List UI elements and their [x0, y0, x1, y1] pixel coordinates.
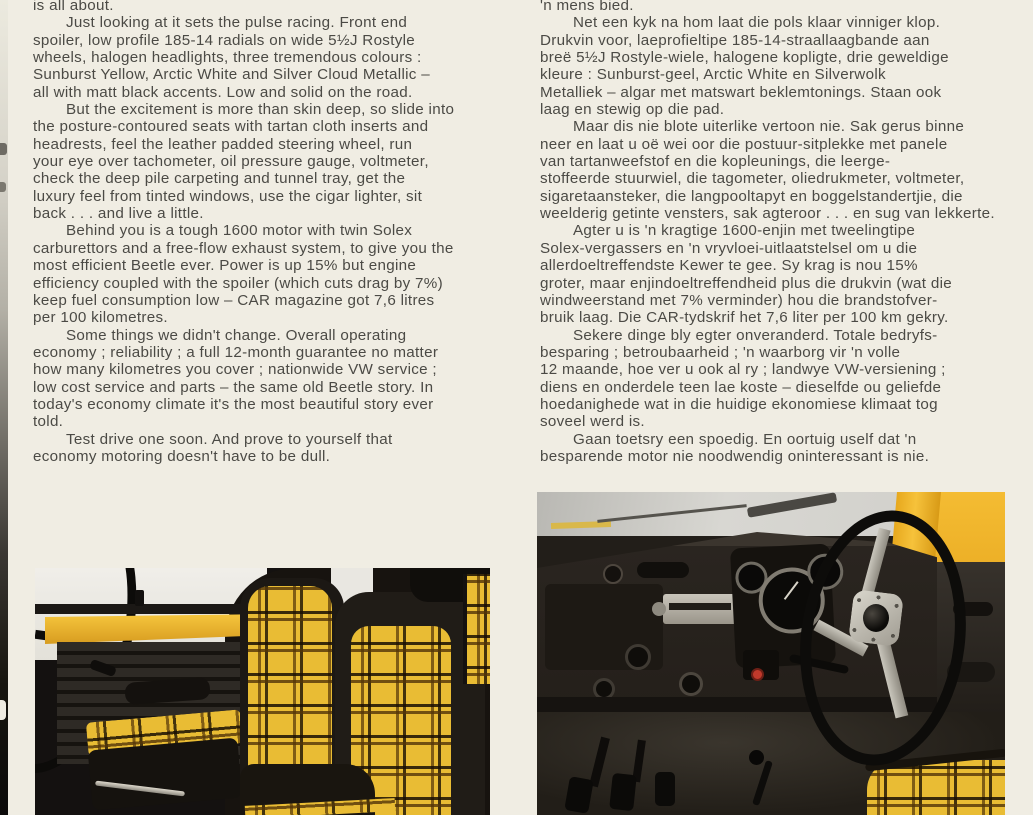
seat-cushion-base [88, 738, 243, 811]
text-line: neer en laat u oë wei oor die postuur-sitplekke met panele [540, 135, 948, 153]
text-line: diens en onderdele teen lae koste – dieselfde ou geliefde [540, 378, 942, 396]
text-line: Drukvin voor, laeprofieltipe 185-14-straallaagbande aan [540, 31, 930, 49]
text-line: Some things we didn't change. Overall operating [66, 326, 407, 344]
text-line: laag en stewig op die pad. [540, 101, 725, 119]
text-line: Gaan toetsry een spoedig. En oortuig uself dat 'n [573, 430, 917, 448]
text-line: the posture-contoured seats with tartan cloth inserts and [33, 118, 429, 136]
text-line: wheels, halogen headlights, three tremendous colours : [33, 49, 422, 67]
text-line: soveel werd is. [540, 413, 645, 431]
speedometer-needle [784, 581, 799, 600]
text-line: breë 5½J Rostyle-wiele, halogene kopligte, drie geweldige [540, 49, 949, 67]
door-lock-knob [135, 590, 144, 606]
page-edge-shadow [0, 0, 8, 815]
column-english [33, 0, 454, 465]
dashboard-photo [537, 492, 1005, 815]
rear-seat-tartan [463, 574, 490, 684]
text-line: low cost service and parts – the same old Beetle story. In [33, 378, 434, 396]
text-line: bruik laag. Die CAR-tydskrif het 7,6 liter per 100 km gekry. [540, 309, 949, 327]
text-line: allerdoeltreffendste Kewer te gee. Sy krag is nou 15% [540, 257, 918, 275]
text-line: told. [33, 413, 64, 431]
text-line: kleure : Sunburst-geel, Arctic White en Silverwolk [540, 66, 886, 84]
tartan-seats-photo [35, 568, 490, 815]
text-line: sigaretaansteker, die langpooltapyt en boggelstandertjie, die [540, 187, 963, 205]
text-line: headrests, feel the leather padded steering wheel, run [33, 135, 413, 153]
text-line: Maar dis nie blote uiterlike vertoon nie. Sak gerus binne [573, 118, 965, 136]
text-line: economy motoring doesn't have to be dull. [33, 447, 331, 465]
steering-wheel-horn-cap [863, 604, 889, 632]
text-line: today's economy climate it's the most beautiful story ever [33, 395, 434, 413]
text-line: keep fuel consumption low – CAR magazine got 7,6 litres [33, 291, 435, 309]
text-line: economy ; reliability ; a full 12-month guarantee no matter [33, 343, 439, 361]
accelerator-pedal [655, 772, 675, 806]
light-switch [625, 644, 651, 670]
text-line: But the excitement is more than skin deep, so slide into [66, 101, 455, 119]
text-line: per 100 kilometres. [33, 309, 168, 327]
window-winder [89, 659, 117, 677]
brake-pedal [609, 773, 637, 811]
text-line: back . . . and live a little. [33, 205, 204, 223]
text-line: spoiler, low profile 185-14 radials on wide 5½J Rostyle [33, 31, 416, 49]
text-line: how many kilometres you cover ; nationwide VW service ; [33, 361, 437, 379]
text-line: is all about. [33, 0, 114, 14]
text-line: 12 maande, hoe ver u ook al ry ; landwye VW-versiening ; [540, 361, 946, 379]
dash-vent [637, 562, 689, 578]
text-line: Agter u is 'n kragtige 1600-enjin met tweelingtipe [573, 222, 916, 240]
text-line: Sekere dinge bly egter onveranderd. Totale bedryfs- [573, 326, 938, 344]
scan-edge-mark [0, 182, 6, 192]
column-afrikaans [540, 0, 995, 465]
text-line: check the deep pile carpeting and tunnel tray, get the [33, 170, 406, 188]
gear-knob [749, 750, 764, 765]
text-line: hoedanighede wat in die huidige ekonomiese klimaat tog [540, 395, 938, 413]
radio-knob [652, 602, 666, 616]
text-line: stoffeerde stuurwiel, die tagometer, oliedrukmeter, voltmeter, [540, 170, 965, 188]
text-line: Solex-vergassers en 'n vryvloei-uitlaatstelsel om u die [540, 239, 918, 257]
text-line: besparende motor nie noodwendig oninteressant is nie. [540, 447, 930, 465]
text-line: van tartanweefstof en die kopleunings, die leerge- [540, 153, 891, 171]
text-line: all with matt black accents. Low and solid on the road. [33, 83, 413, 101]
text-line: besparing ; betroubaarheid ; 'n waarborg vir 'n volle [540, 343, 901, 361]
scan-edge-notch [0, 700, 6, 720]
text-line: most efficient Beetle ever. Power is up 15% but engine [33, 257, 417, 275]
text-line: weelderig getinte vensters, sak agteroor . . . en sug van lekkerte. [540, 205, 995, 223]
door-armrest [124, 677, 210, 705]
hazard-knob [751, 668, 764, 681]
dash-knob [603, 564, 623, 584]
window-sill-trim [35, 604, 265, 614]
text-line: carburettors and a free-flow exhaust system, to give you the [33, 239, 454, 257]
text-line: Sunburst Yellow, Arctic White and Silver Cloud Metallic – [33, 66, 430, 84]
radio-dial [669, 603, 731, 610]
scan-edge-mark [0, 143, 7, 155]
text-line: Metalliek – algar met matswart beklemtonings. Staan ook [540, 83, 942, 101]
text-line: your eye over tachometer, oil pressure gauge, voltmeter, [33, 153, 429, 171]
text-line: windweerstand met 7% verminder) hou die brandstofver- [540, 291, 938, 309]
text-line: efficiency coupled with the spoiler (which cuts drag by 7%) [33, 274, 443, 292]
text-line: groter, maar enjindoeltreffendheid plus die drukvin (wat die [540, 274, 952, 292]
ignition-switch [679, 672, 703, 696]
text-line: 'n mens bied. [540, 0, 634, 14]
text-line: Net een kyk na hom laat die pols klaar vinniger klop. [573, 14, 941, 32]
radio [663, 594, 737, 624]
text-line: Behind you is a tough 1600 motor with twin Solex [66, 222, 413, 240]
text-line: Just looking at it sets the pulse racing. Front end [66, 14, 408, 32]
text-line: luxury feel from tinted windows, use the cigar lighter, sit [33, 187, 423, 205]
text-line: Test drive one soon. And prove to yourself that [66, 430, 393, 448]
